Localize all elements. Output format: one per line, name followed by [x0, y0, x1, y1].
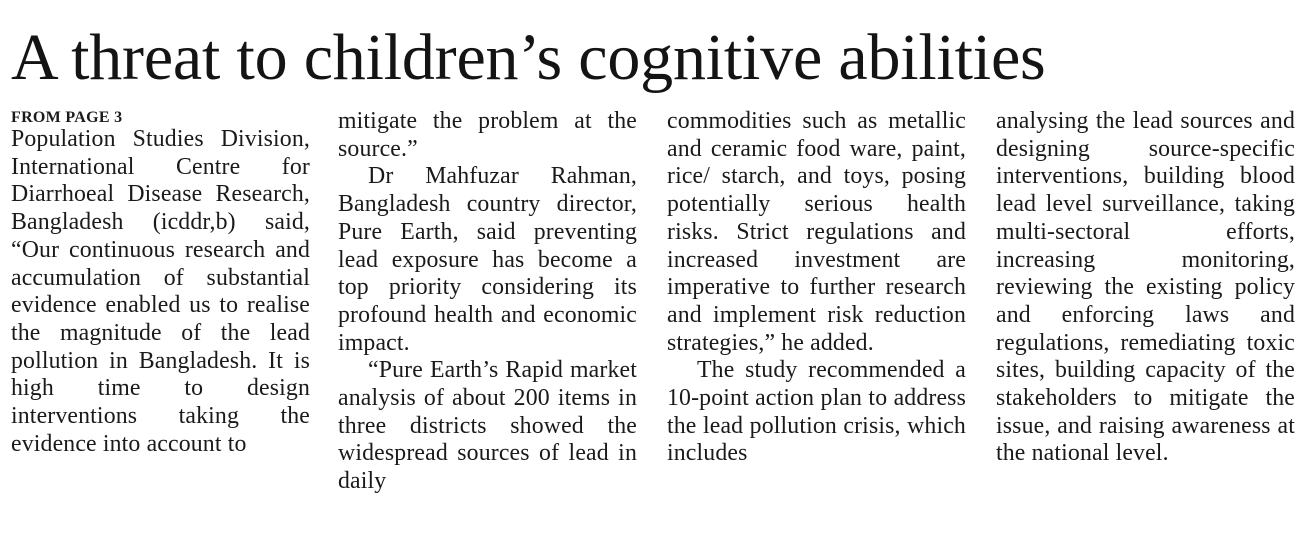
headline: A threat to children’s cognitive abilities: [11, 21, 1046, 94]
continued-from-label: FROM PAGE 3: [11, 109, 123, 126]
column-1-paragraph-1: Population Studies Division, International Centre for Diarrhoeal Disease Research, Bangladesh (icddr,b) said, “Our continuous research and accumulation of substantial evidence enabled us to realise the magnitude of the lead pollution in Bangladesh. It is high time to design interventions taking the evidence into account to: [11, 126, 310, 457]
article-column-4: [996, 108, 1295, 468]
article-column-2: [338, 108, 637, 496]
column-3-paragraph-1: commodities such as metallic and ceramic food ware, paint, rice/ starch, and toys, posing potentially serious health risks. Strict regulations and increased investment are imperative to further research and implement risk reduction strategies,” he added.: [667, 108, 966, 356]
article-column-1: [11, 108, 310, 458]
column-2-paragraph-3: “Pure Earth’s Rapid market analysis of about 200 items in three districts showed the widespread sources of lead in daily: [338, 357, 637, 495]
column-2-paragraph-2: Dr Mahfuzar Rahman, Bangladesh country director, Pure Earth, said preventing lead exposure has become a top priority considering its profound health and economic impact.: [338, 163, 637, 356]
column-2-paragraph-1: mitigate the problem at the source.”: [338, 108, 637, 162]
article-column-3: [667, 108, 966, 468]
column-3-paragraph-2: The study recommended a 10-point action plan to address the lead pollution crisis, which includes: [667, 357, 966, 467]
column-4-paragraph-1: analysing the lead sources and designing source-specific interventions, building blood lead level surveillance, taking multi-sectoral efforts, increasing monitoring, reviewing the existing policy and enforcing laws and regulations, remediating toxic sites, building capacity of the stakeholders to mitigate the issue, and raising awareness at the national level.: [996, 108, 1295, 467]
